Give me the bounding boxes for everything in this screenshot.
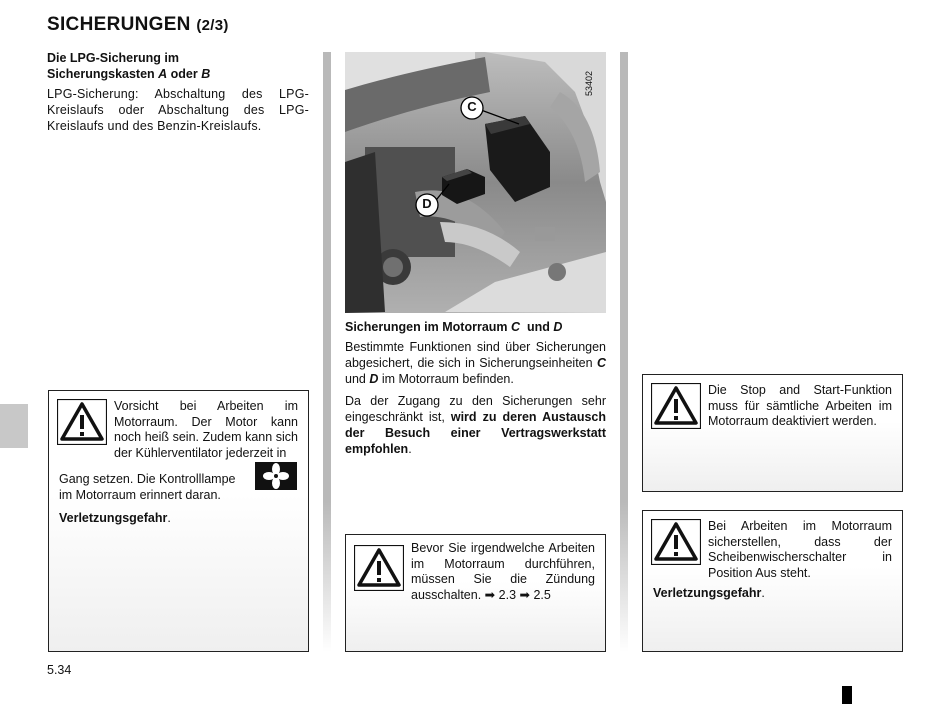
arrow-ref-icon: ➡ [484,587,496,602]
warning-ignition-body: Bevor Sie irgendwelche Arbeiten im Motorraum durchführen, müssen Sie die Zündung ausschalten. [411,541,595,602]
warning-box-wiper [642,510,903,652]
fan-icon [255,462,297,490]
para2-text-a: Da der Zugang zu den Sicherungen sehr eingeschränkt ist, [345,394,606,424]
fuse-caption-prefix: Sicherungen im Motorraum [345,320,511,334]
lpg-fuse-heading [47,50,309,82]
fusebox-b-label: B [201,67,211,81]
warning-box-ignition [345,534,606,652]
lpg-heading-mid: oder [167,67,202,81]
engine-compartment-photo [345,52,606,313]
page-title-suffix: (2/3) [196,17,229,34]
danger-label: Verletzungsgefahr [653,586,762,600]
fuse-caption [345,319,610,335]
lpg-heading-line2 [47,66,309,82]
warning-box-stop-start [642,374,903,492]
para1-mid: und [345,372,370,386]
para1-d: D [369,372,379,386]
para2-bold: wird zu deren Austausch der Besuch einer Vertragswerkstatt empfohlen [345,410,606,456]
callout-c-label: C [467,99,477,114]
warning-engine-hot-danger: Verletzungsgefahr. [59,511,171,525]
warning-triangle-icon [651,383,701,429]
warning-engine-hot-text-cont: Gang setzen. Die Kontrolllampe im Motorraum erinnert daran. [59,472,236,502]
lpg-heading-prefix: Sicherungskasten [47,67,159,81]
warning-triangle-icon [354,545,404,591]
fuse-caption-c: C [511,320,521,334]
warning-ignition-text [411,541,595,603]
fuse-paragraph-1 [345,339,606,387]
warning-wiper-text: Bei Arbeiten im Motorraum sicherstellen, dass der Scheibenwischerschalter in Position Aus steht. [708,519,892,580]
section-tab [0,404,28,448]
callout-d-label: D [422,196,432,211]
warning-engine-hot-text-top: Vorsicht bei Arbeiten im Motorraum. Der Motor kann noch heiß sein. Zudem kann sich der Kühlerventilator jederzeit in [114,399,298,460]
fuse-paragraph-2 [345,393,606,457]
danger-label: Verletzungsgefahr [59,511,168,525]
para1-c: C [596,356,606,370]
warning-box-engine-hot [48,390,309,652]
section-end-marker [842,686,852,704]
ref-link-2[interactable]: 2.5 [533,587,551,602]
para2-text-b: . [408,442,412,456]
ref-link-1[interactable]: 2.3 [498,587,517,602]
warning-wiper-danger: Verletzungsgefahr. [653,586,765,600]
page-number: 5.34 [47,663,72,677]
lpg-fuse-body: LPG-Sicherung: Abschaltung des LPG-Kreislaufs oder Abschaltung des LPG-Kreislaufs und des Benzin-Kreislaufs. [47,87,309,133]
photo-reference-number: 53402 [584,70,594,96]
fusebox-a-label: A [158,67,168,81]
fuse-caption-d: D [553,320,563,334]
column-divider-left [323,52,331,652]
warning-triangle-icon [57,399,107,445]
column-divider-right [620,52,628,652]
page-title [47,14,229,36]
fuse-caption-mid: und [520,320,554,334]
page-title-text: SICHERUNGEN [47,14,191,35]
warning-stop-start-text: Die Stop and Start-Funktion muss für sämtliche Arbeiten im Motorraum deaktiviert werden. [708,383,892,428]
warning-triangle-icon [651,519,701,565]
arrow-ref-icon: ➡ [519,587,530,602]
para1-text-a: Bestimmte Funktionen sind über Sicherungen abgesichert, die sich in Sicherungseinheiten [345,340,606,370]
para1-text-b: im Motorraum befinden. [378,372,514,386]
lpg-heading-line1: Die LPG-Sicherung im [47,51,179,65]
engine-photo-illustration [345,52,606,313]
